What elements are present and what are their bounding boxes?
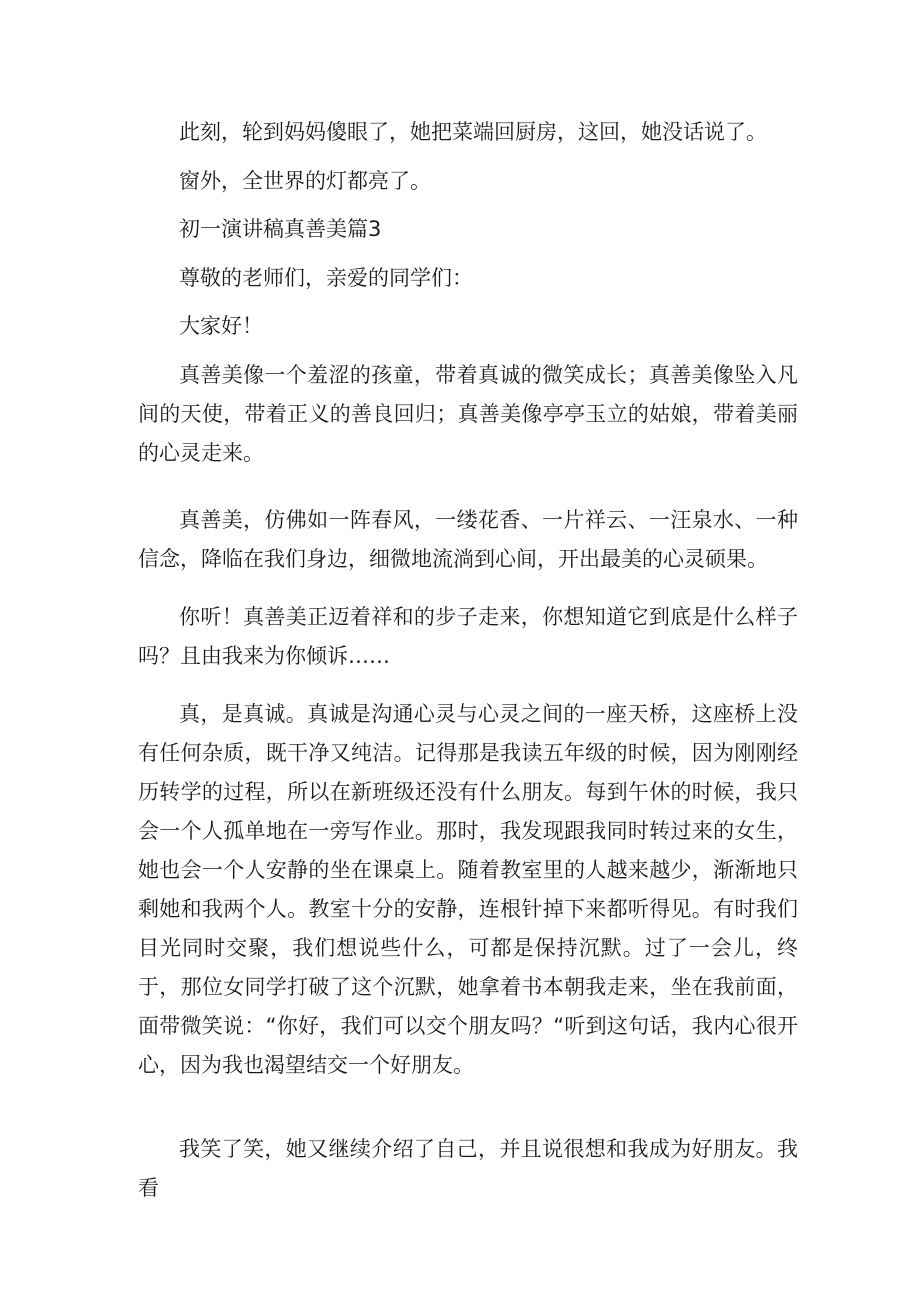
- paragraph: 真善美，仿佛如一阵春风，一缕花香、一片祥云、一汪泉水、一种信念，降临在我们身边，细微地流淌到心间，开出最美的心灵硕果。: [138, 508, 798, 571]
- paragraph: 真，是真诚。真诚是沟通心灵与心灵之间的一座天桥，这座桥上没有任何杂质，既干净又纯洁。记得那是我读五年级的时候，因为刚刚经历转学的过程，所以在新班级还没有什么朋友。每到午休的时候，我只会一个人孤单地在一旁写作业。那时，我发现跟我同时转过来的女生，她也会一个人安静的坐在课桌上。随着教室里的人越来越少，渐渐地只剩她和我两个人。教室十分的安静，连根针掉下来都听得见。有时我们目光同时交聚，我们想说些什么，可都是保持沉默。过了一会儿，终于，那位女同学打破了这个沉默，她拿着书本朝我走来，坐在我前面，面带微笑说：“你好，我们可以交个朋友吗？“听到这句话，我内心很开心，因为我也渴望结交一个好朋友。: [138, 702, 798, 1077]
- greeting: 大家好！: [179, 314, 263, 338]
- paragraph: 你听！真善美正迈着祥和的步子走来，你想知道它到底是什么样子吗？且由我来为你倾诉……: [138, 605, 798, 668]
- paragraph: 真善美像一个羞涩的孩童，带着真诚的微笑成长；真善美像坠入凡间的天使，带着正义的善良回归；真善美像亭亭玉立的姑娘，带着美丽的心灵走来。: [138, 363, 798, 465]
- text-line: 此刻，轮到妈妈傻眼了，她把菜端回厨房，这回，她没话说了。: [179, 120, 767, 144]
- salutation: 尊敬的老师们，亲爱的同学们：: [179, 266, 473, 290]
- text-line: 窗外，全世界的灯都亮了。: [179, 169, 431, 193]
- section-heading: 初一演讲稿真善美篇3: [179, 217, 382, 241]
- paragraph: 我笑了笑，她又继续介绍了自己，并且说很想和我成为好朋友。我看: [138, 1137, 798, 1200]
